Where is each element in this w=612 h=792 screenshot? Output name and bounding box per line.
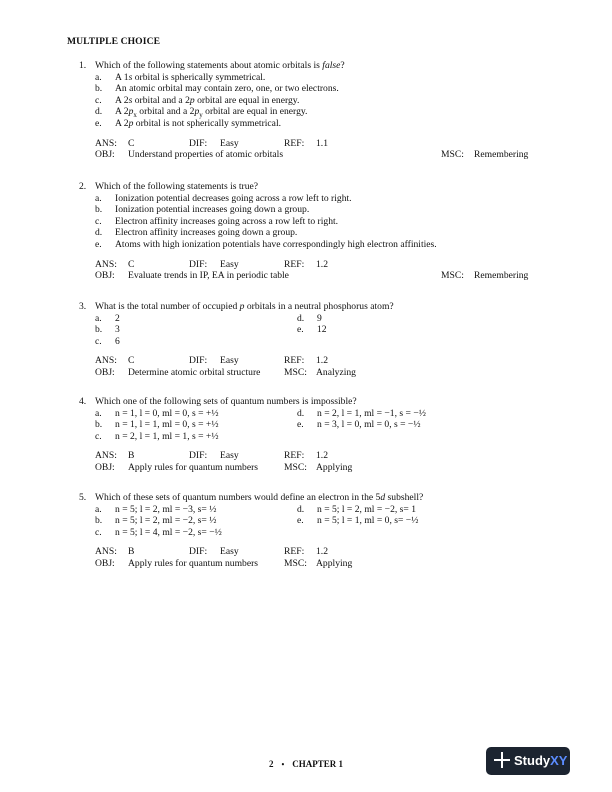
option-c: c. bbox=[95, 430, 102, 442]
answer-value: C bbox=[128, 355, 135, 367]
option-e: e. bbox=[297, 515, 304, 527]
reference-value: 1.2 bbox=[316, 546, 328, 558]
question-number: 3. bbox=[79, 301, 87, 312]
answer-value: B bbox=[128, 546, 135, 558]
option-c: c. A 2s orbital and a 2p orbital are equal in energy. bbox=[95, 94, 300, 106]
question-stem bbox=[79, 492, 567, 504]
option-a: a. bbox=[95, 312, 102, 324]
option-d: d. bbox=[297, 312, 305, 324]
option-b: b. bbox=[95, 419, 103, 431]
option-a: a. A 1s orbital is spherically symmetrical. bbox=[95, 71, 266, 83]
question-number: 1. bbox=[79, 60, 87, 71]
option-d: d. bbox=[297, 407, 305, 419]
page-number: 2 bbox=[268, 759, 274, 769]
answer-value: C bbox=[128, 137, 135, 149]
stem-italic: p bbox=[239, 301, 245, 312]
option-b: b. An atomic orbital may contain zero, one, or two electrons. bbox=[95, 83, 339, 95]
objective-value: Understand properties of atomic orbitals bbox=[128, 149, 284, 161]
stem-text: Which of the following statements is true? bbox=[95, 181, 259, 192]
option-e: e. A 2p orbital is not spherically symmetrical. bbox=[95, 117, 282, 129]
logo-text: StudyXY bbox=[514, 753, 568, 768]
option-a: a. bbox=[95, 407, 102, 419]
reference-value: 1.2 bbox=[316, 258, 328, 270]
reference-value: 1.1 bbox=[316, 137, 328, 149]
stem-text: Which of the following statements about atomic orbitals is bbox=[95, 60, 323, 71]
msc-value: Analyzing bbox=[316, 366, 356, 378]
options-grid: a. n = 1, l = 0, ml = 0, s = +½ d. n = 2, l = 1, ml = −1, s = −½ b. n = 1, l = 1, ml = 0, s = +½ e. n = 3, l = 0, ml = 0, s = −½ c. n = 2, l = 1, ml = 1, s = +½ bbox=[95, 407, 426, 442]
option-e: e. bbox=[297, 324, 304, 336]
stem-italic: false bbox=[322, 60, 341, 71]
stem-end: subshell? bbox=[385, 492, 424, 503]
option-b: b. bbox=[95, 324, 103, 336]
option-b: b. bbox=[95, 515, 103, 527]
difficulty-value: Easy bbox=[220, 355, 239, 367]
chapter-label: CHAPTER 1 bbox=[292, 759, 344, 769]
stem-text: What is the total number of occupied bbox=[95, 301, 240, 312]
answer-meta: ANS: C DIF: Easy REF: 1.2 OBJ: Evaluate trends in IP, EA in periodic table MSC: Remembering bbox=[95, 258, 529, 282]
option-d: d. Electron affinity increases going down a group. bbox=[95, 227, 298, 239]
studyxy-logo[interactable] bbox=[486, 747, 570, 775]
option-a: a. Ionization potential decreases going across a row left to right. bbox=[95, 192, 352, 204]
msc-value: Applying bbox=[316, 557, 353, 569]
question-stem bbox=[79, 301, 567, 313]
answer-meta: ANS: C DIF: Easy REF: 1.1 OBJ: Understand properties of atomic orbitals MSC: Remembering bbox=[95, 137, 529, 161]
options-list bbox=[67, 72, 567, 130]
difficulty-value: Easy bbox=[220, 546, 239, 558]
difficulty-value: Easy bbox=[220, 137, 239, 149]
option-c: c. Electron affinity increases going across a row left to right. bbox=[95, 215, 339, 227]
msc-value: Remembering bbox=[474, 149, 529, 161]
question-number: 2. bbox=[79, 181, 87, 192]
question-4 bbox=[67, 396, 567, 474]
answer-meta: ANS: B DIF: Easy REF: 1.2 OBJ: Apply rules for quantum numbers MSC: Applying bbox=[95, 450, 353, 473]
section-heading: MULTIPLE CHOICE bbox=[67, 36, 161, 47]
stem-end: orbitals in a neutral phosphorus atom? bbox=[244, 301, 394, 312]
stem-italic: d bbox=[380, 492, 386, 503]
option-e: e. bbox=[297, 419, 304, 431]
question-2 bbox=[67, 181, 567, 282]
question-number: 4. bbox=[79, 396, 87, 407]
question-stem bbox=[79, 181, 567, 193]
answer-meta: ANS: B DIF: Easy REF: 1.2 OBJ: Apply rules for quantum numbers MSC: Applying bbox=[95, 546, 353, 569]
question-5 bbox=[67, 492, 567, 570]
answer-value: B bbox=[128, 450, 135, 462]
question-number: 5. bbox=[79, 492, 87, 503]
plus-icon bbox=[494, 752, 510, 768]
options-list bbox=[67, 193, 567, 251]
option-c: c. bbox=[95, 335, 102, 347]
msc-value: Remembering bbox=[474, 270, 529, 282]
objective-value: Apply rules for quantum numbers bbox=[128, 557, 259, 569]
stem-text: Which one of the following sets of quantum numbers is impossible? bbox=[95, 396, 357, 407]
question-3 bbox=[67, 301, 567, 379]
objective-value: Determine atomic orbital structure bbox=[128, 366, 261, 378]
objective-value: Apply rules for quantum numbers bbox=[128, 461, 259, 473]
msc-value: Applying bbox=[316, 461, 353, 473]
answer-value: C bbox=[128, 258, 135, 270]
footer-bullet: • bbox=[281, 760, 285, 769]
option-d: d. bbox=[297, 503, 305, 515]
question-1 bbox=[67, 60, 567, 161]
difficulty-value: Easy bbox=[220, 450, 239, 462]
option-e: e. Atoms with high ionization potentials have correspondingly high electron affinities. bbox=[95, 238, 437, 250]
difficulty-value: Easy bbox=[220, 258, 239, 270]
stem-text: Which of these sets of quantum numbers would define an electron in the 5 bbox=[95, 492, 381, 503]
answer-meta: ANS: C DIF: Easy REF: 1.2 OBJ: Determine atomic orbital structure MSC: Analyzing bbox=[95, 355, 356, 378]
option-d: d. A $2p_x$ orbital and a $2p_y$ orbital are equal in energy. bbox=[95, 106, 308, 120]
objective-value: Evaluate trends in IP, EA in periodic table bbox=[128, 270, 289, 282]
reference-value: 1.2 bbox=[316, 355, 328, 367]
option-b: b. Ionization potential increases going down a group. bbox=[95, 204, 310, 216]
question-stem bbox=[79, 396, 567, 408]
question-stem bbox=[79, 60, 567, 72]
options-grid: a. n = 5; l = 2, ml = −3, s= ½ d. n = 5; l = 2, ml = −2, s= 1 b. n = 5; l = 2, ml = −2, s= ½ e. n = 5; l = 1, ml = 0, s= −½ c. n = 5; l = 4, ml = −2, s= −½ bbox=[95, 503, 419, 538]
option-c: c. bbox=[95, 526, 102, 538]
option-a: a. bbox=[95, 503, 102, 515]
stem-end: ? bbox=[340, 60, 345, 71]
reference-value: 1.2 bbox=[316, 450, 328, 462]
options-grid: a. 2 d. 9 b. 3 e. 12 c. 6 bbox=[95, 312, 327, 347]
